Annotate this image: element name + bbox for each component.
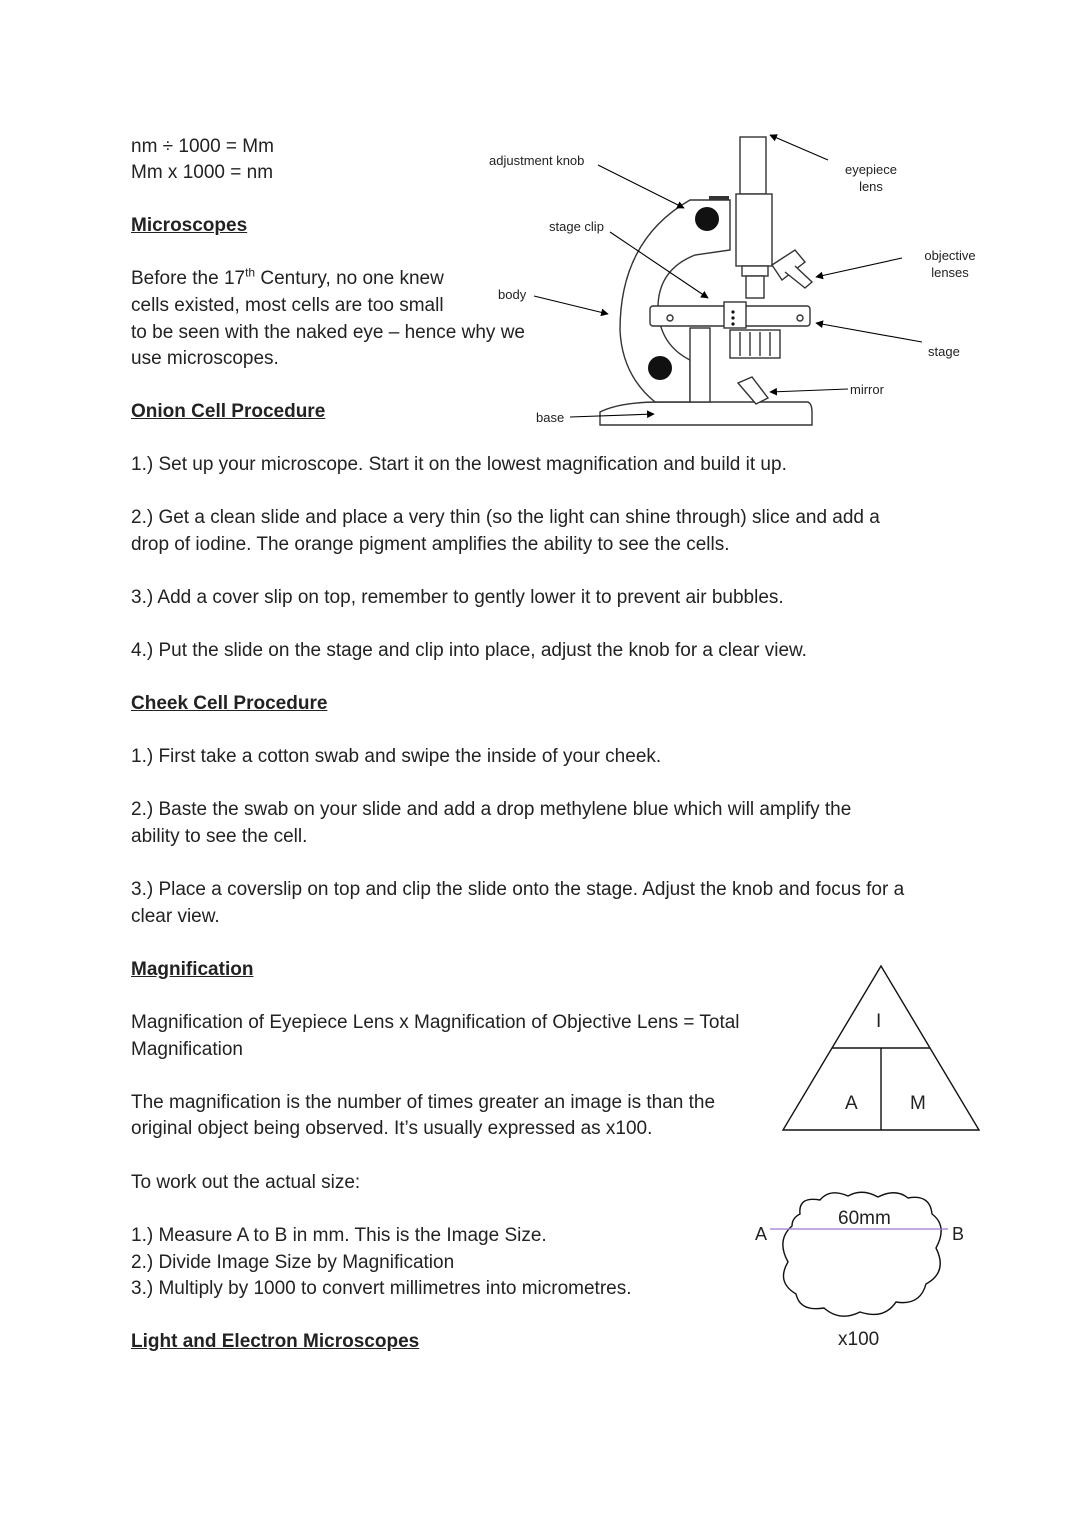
magnification-formula-line-2: Magnification bbox=[131, 1039, 243, 1060]
onion-step-2-line-1: 2.) Get a clean slide and place a very thin (so the light can shine through) slice and add a bbox=[131, 507, 880, 528]
actual-size-step-3: 3.) Multiply by 1000 to convert millimetres into micrometres. bbox=[131, 1278, 632, 1299]
light-electron-heading: Light and Electron Microscopes bbox=[131, 1331, 420, 1352]
label-adjustment-knob: adjustment knob bbox=[489, 153, 585, 168]
actual-size-intro: To work out the actual size: bbox=[131, 1172, 361, 1193]
cell-image-size: 60mm bbox=[838, 1208, 891, 1229]
onion-heading: Onion Cell Procedure bbox=[131, 401, 326, 422]
actual-size-step-1: 1.) Measure A to B in mm. This is the Image Size. bbox=[131, 1225, 547, 1246]
conversion-mm-to-nm: Mm x 1000 = nm bbox=[131, 162, 274, 183]
label-base: base bbox=[536, 410, 565, 425]
cheek-step-3-line-1: 3.) Place a coverslip on top and clip the slide onto the stage. Adjust the knob and focus for a bbox=[131, 879, 905, 900]
label-objective-lenses: objective lenses bbox=[924, 248, 976, 280]
label-mirror: mirror bbox=[850, 382, 884, 397]
onion-step-1: 1.) Set up your microscope. Start it on the lowest magnification and build it up. bbox=[131, 454, 787, 475]
cheek-step-2-line-2: ability to see the cell. bbox=[131, 826, 308, 847]
magnification-triangle bbox=[783, 966, 979, 1130]
conversion-nm-to-mm: nm ÷ 1000 = Mm bbox=[131, 136, 274, 157]
onion-step-3: 3.) Add a cover slip on top, remember to gently lower it to prevent air bubbles. bbox=[131, 587, 784, 608]
label-stage-clip: stage clip bbox=[549, 219, 604, 234]
triangle-label-image: I bbox=[876, 1011, 882, 1032]
actual-size-step-2: 2.) Divide Image Size by Magnification bbox=[131, 1252, 455, 1273]
cell-magnification: x100 bbox=[838, 1329, 880, 1350]
magnification-definition-line-2: original object being observed. It’s usually expressed as x100. bbox=[131, 1118, 653, 1139]
label-stage: stage bbox=[928, 344, 960, 359]
cheek-step-1: 1.) First take a cotton swab and swipe the inside of your cheek. bbox=[131, 746, 662, 767]
microscopes-heading: Microscopes bbox=[131, 215, 248, 236]
microscopes-intro-line-2: cells existed, most cells are too small bbox=[131, 295, 444, 316]
microscopes-intro-line-3: to be seen with the naked eye – hence why we bbox=[131, 322, 525, 343]
cheek-heading: Cheek Cell Procedure bbox=[131, 693, 328, 714]
cell-label-b: B bbox=[952, 1224, 965, 1244]
onion-step-4: 4.) Put the slide on the stage and clip into place, adjust the knob for a clear view. bbox=[131, 640, 807, 661]
cheek-step-2-line-1: 2.) Baste the swab on your slide and add a drop methylene blue which will amplify the bbox=[131, 799, 852, 820]
magnification-formula-line-1: Magnification of Eyepiece Lens x Magnification of Objective Lens = Total bbox=[131, 1012, 740, 1033]
label-eyepiece-lens: eyepiece lens bbox=[844, 162, 898, 194]
magnification-definition-line-1: The magnification is the number of times greater an image is than the bbox=[131, 1092, 716, 1113]
microscopes-intro-line-1: Before the 17th Century, no one knew bbox=[131, 265, 444, 289]
onion-step-2-line-2: drop of iodine. The orange pigment amplifies the ability to see the cells. bbox=[131, 534, 730, 555]
cheek-step-3-line-2: clear view. bbox=[131, 906, 220, 927]
magnification-heading: Magnification bbox=[131, 959, 254, 980]
triangle-label-magnification: M bbox=[910, 1093, 926, 1114]
cell-label-a: A bbox=[755, 1224, 768, 1244]
triangle-label-actual: A bbox=[845, 1093, 858, 1114]
microscopes-intro-line-4: use microscopes. bbox=[131, 348, 279, 369]
label-body: body bbox=[498, 287, 527, 302]
